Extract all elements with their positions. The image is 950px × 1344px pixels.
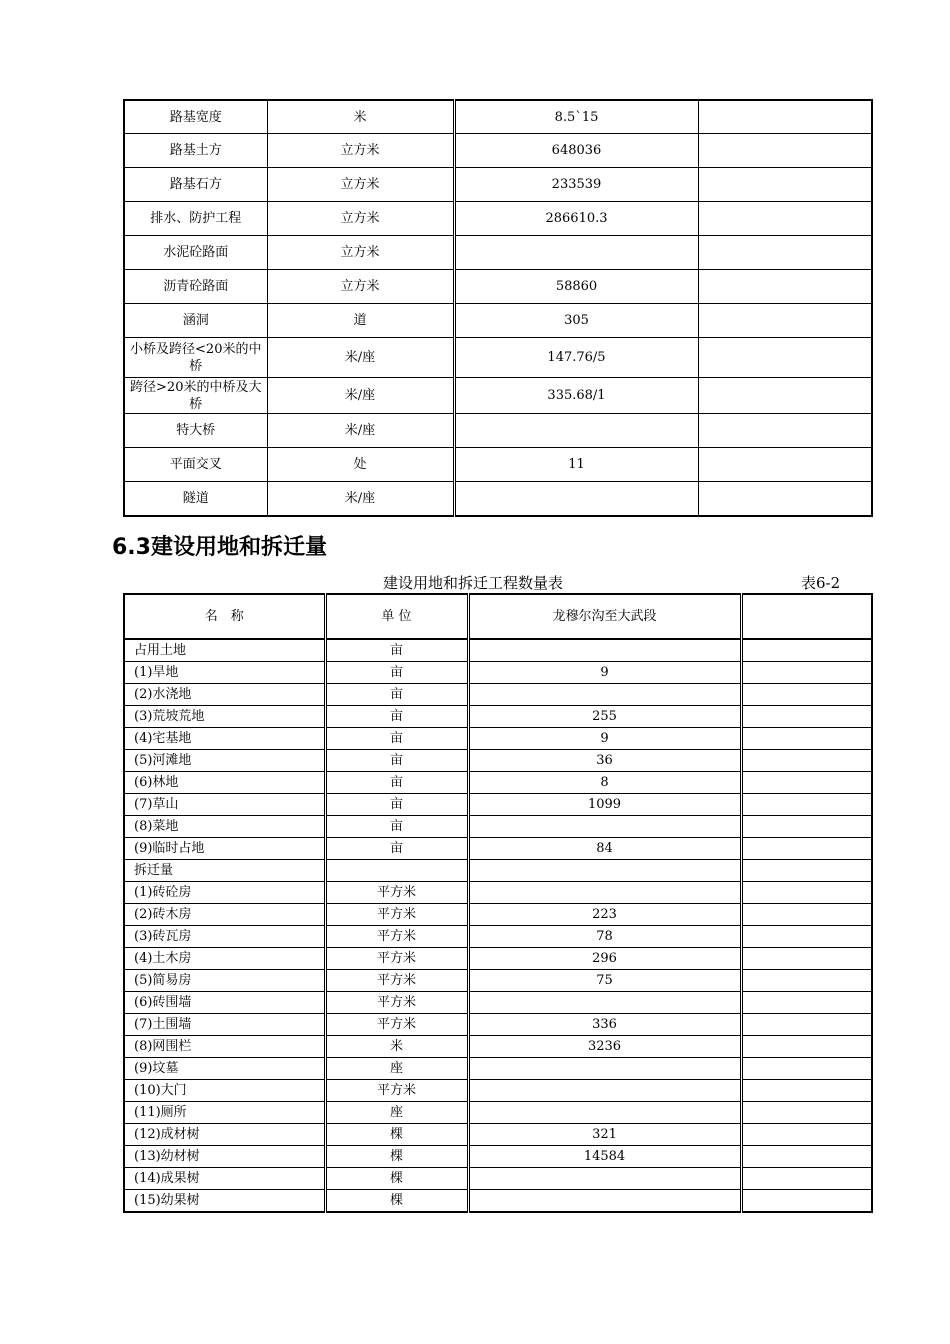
table-row (124, 882, 872, 904)
cell-note (698, 168, 872, 202)
cell-note (741, 860, 872, 882)
cell-name: 路基石方 (124, 168, 267, 202)
cell-unit: 立方米 (267, 270, 454, 304)
cell-unit: 平方米 (325, 970, 468, 992)
cell-note (741, 1036, 872, 1058)
cell-value: 8 (468, 772, 741, 794)
cell-name: 跨径>20米的中桥及大桥 (124, 378, 267, 414)
cell-value: 233539 (454, 168, 698, 202)
cell-unit (325, 860, 468, 882)
cell-unit: 亩 (325, 794, 468, 816)
cell-value: 36 (468, 750, 741, 772)
cell-value (468, 882, 741, 904)
cell-value (468, 684, 741, 706)
cell-note (698, 304, 872, 338)
table-row (124, 948, 872, 970)
cell-name: 路基土方 (124, 134, 267, 168)
cell-note (741, 1014, 872, 1036)
cell-unit: 平方米 (325, 992, 468, 1014)
cell-unit: 平方米 (325, 1014, 468, 1036)
cell-name: (1)砖砼房 (124, 882, 325, 904)
cell-note (698, 378, 872, 414)
table-row (124, 816, 872, 838)
cell-unit: 处 (267, 448, 454, 482)
cell-unit: 平方米 (325, 948, 468, 970)
cell-note (698, 236, 872, 270)
cell-value: 14584 (468, 1146, 741, 1168)
cell-name: 特大桥 (124, 414, 267, 448)
cell-unit: 亩 (325, 750, 468, 772)
cell-unit: 平方米 (325, 882, 468, 904)
cell-unit: 座 (325, 1058, 468, 1080)
cell-name: (3)砖瓦房 (124, 926, 325, 948)
cell-note (741, 970, 872, 992)
cell-value: 78 (468, 926, 741, 948)
cell-value: 305 (454, 304, 698, 338)
table-row (124, 338, 872, 378)
cell-unit: 米/座 (267, 378, 454, 414)
cell-name: (10)大门 (124, 1080, 325, 1102)
cell-unit: 亩 (325, 728, 468, 750)
cell-value: 296 (468, 948, 741, 970)
table-row (124, 904, 872, 926)
cell-name: 小桥及跨径<20米的中桥 (124, 338, 267, 378)
cell-note (698, 482, 872, 517)
cell-name: (8)网围栏 (124, 1036, 325, 1058)
table-row (124, 270, 872, 304)
cell-note (698, 414, 872, 448)
cell-unit: 米 (267, 100, 454, 134)
cell-name: (11)厕所 (124, 1102, 325, 1124)
table-row (124, 970, 872, 992)
table-row (124, 706, 872, 728)
table-row (124, 750, 872, 772)
table-row (124, 236, 872, 270)
cell-value: 336 (468, 1014, 741, 1036)
cell-unit: 立方米 (267, 236, 454, 270)
header-section-value: 龙穆尔沟至大武段 (468, 594, 741, 639)
cell-value: 84 (468, 838, 741, 860)
cell-note (741, 772, 872, 794)
cell-note (698, 270, 872, 304)
cell-name: (7)土围墙 (124, 1014, 325, 1036)
cell-name: (12)成材树 (124, 1124, 325, 1146)
cell-name: 拆迁量 (124, 860, 325, 882)
cell-name: 占用土地 (124, 639, 325, 662)
table-row (124, 1080, 872, 1102)
cell-unit: 立方米 (267, 168, 454, 202)
cell-name: 隧道 (124, 482, 267, 517)
cell-name: 沥青砼路面 (124, 270, 267, 304)
cell-value: 223 (468, 904, 741, 926)
cell-note (741, 1080, 872, 1102)
cell-note (698, 448, 872, 482)
cell-note (741, 1102, 872, 1124)
cell-note (698, 100, 872, 134)
table-row (124, 860, 872, 882)
cell-unit: 棵 (325, 1124, 468, 1146)
cell-value (468, 1080, 741, 1102)
cell-note (741, 882, 872, 904)
table-row (124, 482, 872, 517)
cell-note (741, 1124, 872, 1146)
cell-name: (5)河滩地 (124, 750, 325, 772)
cell-unit: 亩 (325, 662, 468, 684)
cell-note (741, 838, 872, 860)
cell-note (741, 728, 872, 750)
cell-name: (2)水浇地 (124, 684, 325, 706)
table-row (124, 1014, 872, 1036)
cell-note (741, 904, 872, 926)
cell-name: (14)成果树 (124, 1168, 325, 1190)
cell-note (741, 706, 872, 728)
cell-value: 11 (454, 448, 698, 482)
table-row (124, 1036, 872, 1058)
cell-unit: 米/座 (267, 414, 454, 448)
cell-unit: 道 (267, 304, 454, 338)
cell-name: 水泥砼路面 (124, 236, 267, 270)
cell-unit: 立方米 (267, 202, 454, 236)
table-row (124, 684, 872, 706)
cell-unit: 立方米 (267, 134, 454, 168)
land-demolition-table (123, 593, 873, 1213)
cell-value (468, 1168, 741, 1190)
table-row (124, 1146, 872, 1168)
table-row (124, 1168, 872, 1190)
cell-value: 75 (468, 970, 741, 992)
cell-unit: 米/座 (267, 482, 454, 517)
cell-value: 147.76/5 (454, 338, 698, 378)
cell-unit: 棵 (325, 1146, 468, 1168)
table-row (124, 794, 872, 816)
cell-value: 255 (468, 706, 741, 728)
cell-value (468, 639, 741, 662)
cell-name: 排水、防护工程 (124, 202, 267, 236)
cell-unit: 座 (325, 1102, 468, 1124)
cell-name: (4)土木房 (124, 948, 325, 970)
table-row (124, 728, 872, 750)
table-row (124, 100, 872, 134)
cell-note (741, 816, 872, 838)
cell-unit: 米 (325, 1036, 468, 1058)
cell-name: (8)菜地 (124, 816, 325, 838)
cell-note (698, 338, 872, 378)
cell-note (741, 794, 872, 816)
cell-note (741, 992, 872, 1014)
section-heading: 6.3建设用地和拆迁量 (112, 535, 327, 560)
cell-value (454, 482, 698, 517)
cell-name: (5)简易房 (124, 970, 325, 992)
cell-note (741, 1190, 872, 1213)
cell-value: 1099 (468, 794, 741, 816)
cell-name: (2)砖木房 (124, 904, 325, 926)
cell-name: (4)宅基地 (124, 728, 325, 750)
cell-value: 3236 (468, 1036, 741, 1058)
table-row (124, 772, 872, 794)
table-row (124, 448, 872, 482)
table-caption: 建设用地和拆迁工程数量表 (383, 574, 564, 592)
cell-value: 8.5`15 (454, 100, 698, 134)
cell-value: 9 (468, 662, 741, 684)
header-name: 名 称 (124, 594, 325, 639)
cell-note (741, 1168, 872, 1190)
cell-unit: 平方米 (325, 1080, 468, 1102)
cell-value (454, 236, 698, 270)
cell-value: 58860 (454, 270, 698, 304)
cell-unit: 棵 (325, 1190, 468, 1213)
cell-value: 335.68/1 (454, 378, 698, 414)
cell-note (698, 134, 872, 168)
table-row (124, 168, 872, 202)
cell-value (454, 414, 698, 448)
cell-name: 平面交叉 (124, 448, 267, 482)
cell-unit: 亩 (325, 838, 468, 860)
cell-name: (6)林地 (124, 772, 325, 794)
cell-unit: 棵 (325, 1168, 468, 1190)
table-row (124, 1124, 872, 1146)
cell-note (741, 750, 872, 772)
cell-unit: 米/座 (267, 338, 454, 378)
cell-value: 9 (468, 728, 741, 750)
cell-value (468, 1102, 741, 1124)
table-row (124, 838, 872, 860)
cell-name: (9)坟墓 (124, 1058, 325, 1080)
cell-name: (9)临时占地 (124, 838, 325, 860)
cell-unit: 亩 (325, 772, 468, 794)
cell-name: (7)草山 (124, 794, 325, 816)
cell-note (741, 639, 872, 662)
cell-unit: 亩 (325, 816, 468, 838)
cell-name: 涵洞 (124, 304, 267, 338)
cell-value: 286610.3 (454, 202, 698, 236)
cell-value (468, 1190, 741, 1213)
header-note (741, 594, 872, 639)
cell-value (468, 860, 741, 882)
table-row (124, 662, 872, 684)
cell-note (741, 1146, 872, 1168)
engineering-quantity-table (123, 99, 873, 517)
table-row (124, 992, 872, 1014)
cell-note (741, 926, 872, 948)
cell-name: (3)荒坡荒地 (124, 706, 325, 728)
cell-note (741, 684, 872, 706)
cell-value (468, 1058, 741, 1080)
cell-value (468, 992, 741, 1014)
table-row (124, 1190, 872, 1213)
cell-note (698, 202, 872, 236)
cell-note (741, 662, 872, 684)
cell-name: (13)幼材树 (124, 1146, 325, 1168)
cell-note (741, 948, 872, 970)
table-row (124, 639, 872, 662)
cell-unit: 平方米 (325, 926, 468, 948)
land-demolition-table-body (124, 639, 872, 1212)
table-row (124, 202, 872, 236)
cell-note (741, 1058, 872, 1080)
cell-unit: 亩 (325, 684, 468, 706)
table-number: 表6-2 (801, 574, 841, 592)
cell-unit: 亩 (325, 639, 468, 662)
cell-name: (6)砖围墙 (124, 992, 325, 1014)
cell-unit: 亩 (325, 706, 468, 728)
table-row (124, 1102, 872, 1124)
table-row (124, 414, 872, 448)
table-row (124, 926, 872, 948)
cell-name: 路基宽度 (124, 100, 267, 134)
header-unit: 单 位 (325, 594, 468, 639)
cell-name: (15)幼果树 (124, 1190, 325, 1213)
table-row (124, 378, 872, 414)
cell-value (468, 816, 741, 838)
engineering-quantity-table-body (124, 100, 872, 516)
cell-unit: 平方米 (325, 904, 468, 926)
cell-value: 648036 (454, 134, 698, 168)
table-row (124, 134, 872, 168)
table-row (124, 304, 872, 338)
cell-name: (1)旱地 (124, 662, 325, 684)
table-row (124, 1058, 872, 1080)
table-header-row (124, 594, 872, 639)
cell-value: 321 (468, 1124, 741, 1146)
